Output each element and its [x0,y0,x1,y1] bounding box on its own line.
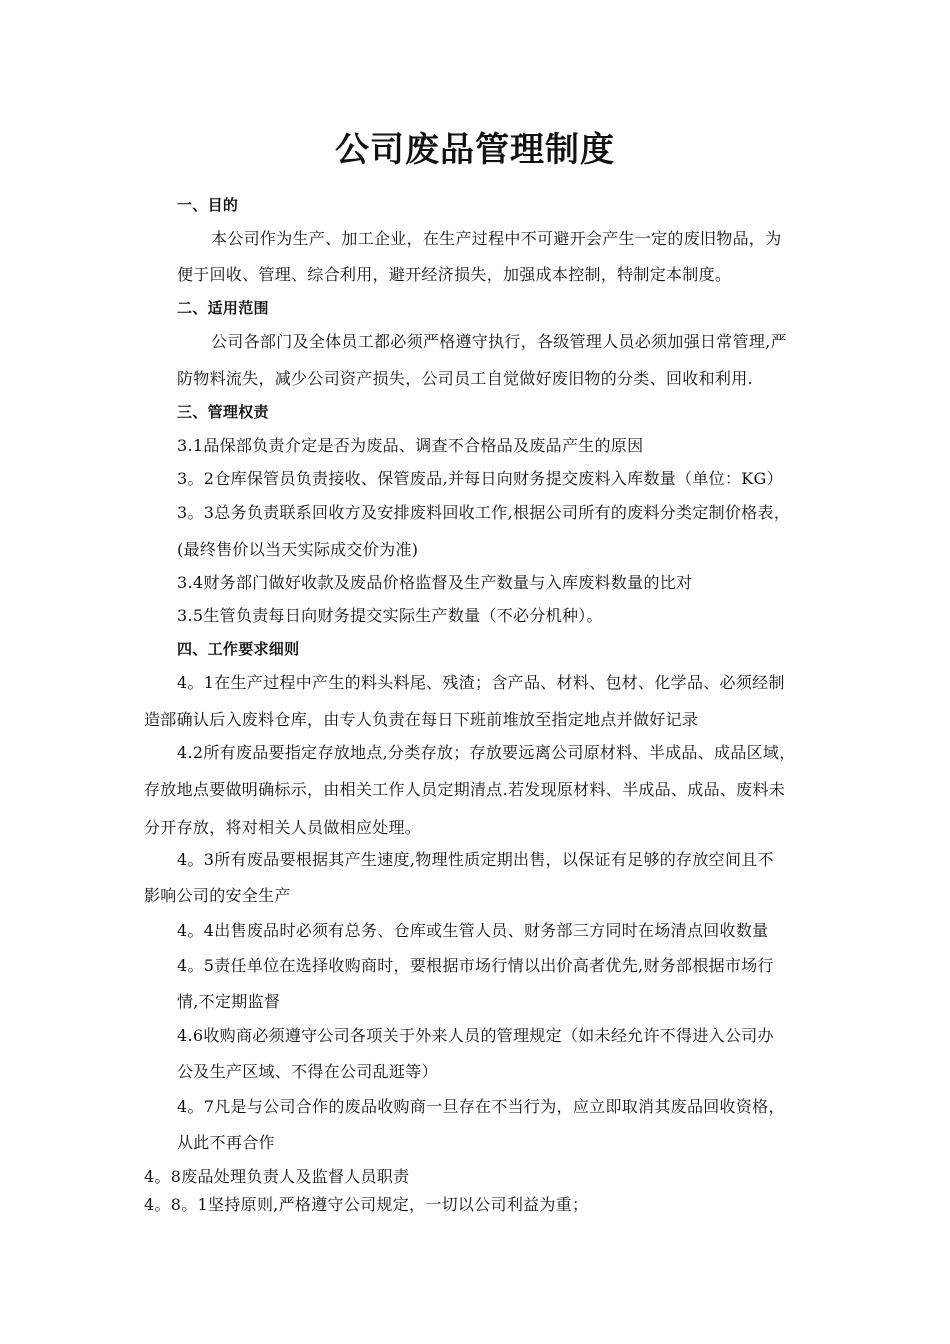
section-heading-purpose: 一、目的 [177,196,239,214]
list-item-continuation: 造部确认后入废料仓库，由专人负责在每日下班前堆放至指定地点并做好记录 [144,710,699,729]
list-item-continuation: 分开存放，将对相关人员做相应处理。 [144,818,422,837]
list-item-continuation: 情,不定期监督 [177,992,281,1011]
list-item: 4。8废品处理负责人及监督人员职责 [144,1167,410,1186]
list-item: 4.2所有废品要指定存放地点,分类存放；存放要远离公司原材料、半成品、成品区域， [177,743,796,762]
list-item: 4。8。1坚持原则,严格遵守公司规定，一切以公司利益为重； [144,1195,589,1214]
list-item: 4。3所有废品要根据其产生速度,物理性质定期出售，以保证有足够的存放空间且不 [177,850,774,869]
list-item: 3.5生管负责每日向财务提交实际生产数量（不必分机种）。 [177,606,603,625]
list-item-continuation: 存放地点要做明确标示，由相关工作人员定期清点.若发现原材料、半成品、成品、废料未 [144,780,786,799]
list-item-continuation: (最终售价以当天实际成交价为准) [177,540,419,559]
list-item-continuation: 从此不再合作 [177,1133,275,1152]
paragraph-line: 防物料流失，减少公司资产损失，公司员工自觉做好废旧物的分类、回收和利用. [177,369,753,388]
list-item: 4。5责任单位在选择收购商时，要根据市场行情以出价高者优先,财务部根据市场行 [177,956,774,975]
paragraph-line: 公司各部门及全体员工都必须严格遵守执行，各级管理人员必须加强日常管理,严 [211,332,787,351]
list-item: 4。7凡是与公司合作的废品收购商一旦存在不当行为，应立即取消其废品回收资格， [177,1097,785,1116]
list-item-continuation: 公及生产区域、不得在公司乱逛等） [177,1062,438,1081]
list-item: 3。3总务负责联系回收方及安排废料回收工作,根据公司所有的废料分类定制价格表， [177,503,791,522]
list-item: 3.4财务部门做好收款及废品价格监督及生产数量与入库废料数量的比对 [177,573,693,592]
paragraph-line: 本公司作为生产、加工企业，在生产过程中不可避开会产生一定的废旧物品，为 [211,229,782,248]
list-item: 4。4出售废品时必须有总务、仓库或生管人员、财务部三方同时在场清点回收数量 [177,921,769,940]
list-item: 3.1品保部负责介定是否为废品、调查不合格品及废品产生的原因 [177,436,644,455]
page-title: 公司废品管理制度 [335,130,615,170]
list-item-continuation: 影响公司的安全生产 [144,886,291,905]
section-heading-work-requirements: 四、工作要求细则 [177,640,300,658]
list-item: 4.6收购商必须遵守公司各项关于外来人员的管理规定（如未经允许不得进入公司办 [177,1026,774,1045]
section-heading-responsibilities: 三、管理权责 [177,403,269,421]
paragraph-line: 便于回收、管理、综合利用，避开经济损失，加强成本控制，特制定本制度。 [177,265,732,284]
list-item: 4。1在生产过程中产生的料头料尾、残渣；含产品、材料、包材、化学品、必须经制 [177,673,785,692]
list-item: 3。2仓库保管员负责接收、保管废品,并每日向财务提交废料入库数量（单位：KG） [177,469,783,488]
section-heading-scope: 二、适用范围 [177,299,269,317]
